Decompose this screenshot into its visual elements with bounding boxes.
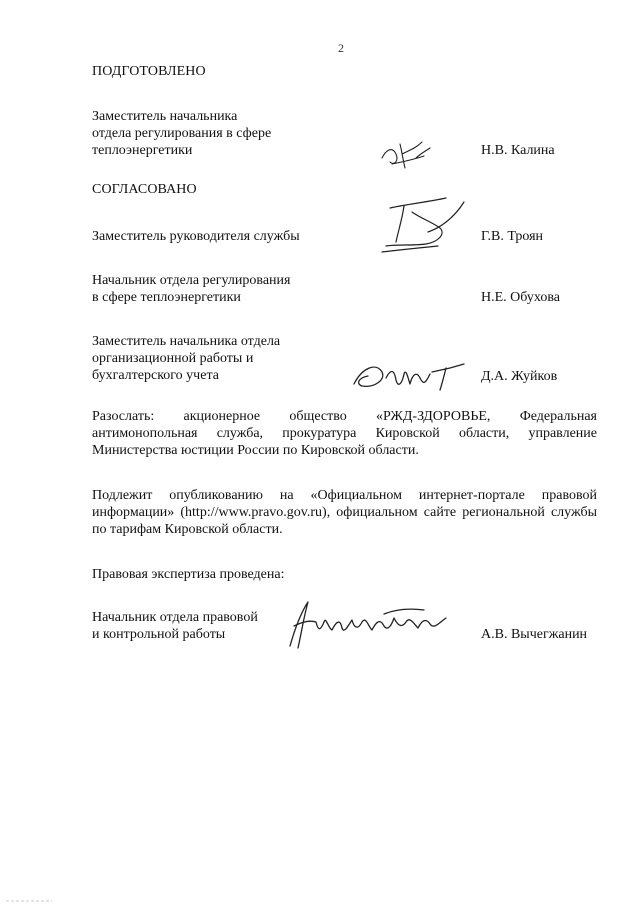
position-line: Заместитель руководителя службы	[92, 229, 300, 244]
signature-zhuikov	[346, 354, 476, 396]
scan-artifact	[0, 896, 60, 905]
legal-review-name: А.В. Вычегжанин	[481, 627, 588, 642]
agreed-signer-3-name: Д.А. Жуйков	[481, 369, 558, 384]
agreed-signer-1-name: Г.В. Троян	[481, 229, 544, 244]
prepared-name: Н.В. Калина	[481, 143, 555, 158]
position-line: и контрольной работы	[92, 627, 226, 642]
position-line: Начальник отдела регулирования	[92, 273, 291, 288]
signature-troyan	[368, 188, 478, 268]
agreed-signer-2-position	[92, 272, 342, 306]
agreed-heading: СОГЛАСОВАНО	[92, 182, 197, 197]
distribution-paragraph: Разослать: акционерное общество «РЖД-ЗДОРОВЬЕ, Федеральная антимонопольная служба, прокуратура Кировской области, управление Министерства юстиции России по Кировской области.	[92, 409, 597, 458]
signature-vychegzhanin	[284, 596, 464, 656]
page-number: 2	[338, 41, 344, 55]
publication-paragraph: Подлежит опубликованию на «Официальном интернет-портале правовой информации» (http://www.pravo.gov.ru), официальном сайте региональной службы по тарифам Кировской области.	[92, 488, 597, 537]
position-line: бухгалтерского учета	[92, 368, 219, 383]
position-line: организационной работы и	[92, 351, 254, 366]
prepared-heading: ПОДГОТОВЛЕНО	[92, 64, 206, 79]
position-line: Начальник отдела правовой	[92, 610, 258, 625]
position-line: в сфере теплоэнергетики	[92, 290, 241, 305]
position-line: отдела регулирования в сфере	[92, 126, 272, 141]
position-line: теплоэнергетики	[92, 143, 193, 158]
agreed-signer-1-position	[92, 228, 372, 245]
position-line: Заместитель начальника отдела	[92, 334, 281, 349]
agreed-signer-3-position	[92, 333, 342, 384]
position-line: Заместитель начальника	[92, 109, 238, 124]
prepared-position	[92, 108, 342, 159]
agreed-signer-2-name: Н.Е. Обухова	[481, 290, 560, 305]
signature-kalina	[372, 128, 442, 178]
legal-review-statement: Правовая экспертиза проведена:	[92, 567, 285, 582]
